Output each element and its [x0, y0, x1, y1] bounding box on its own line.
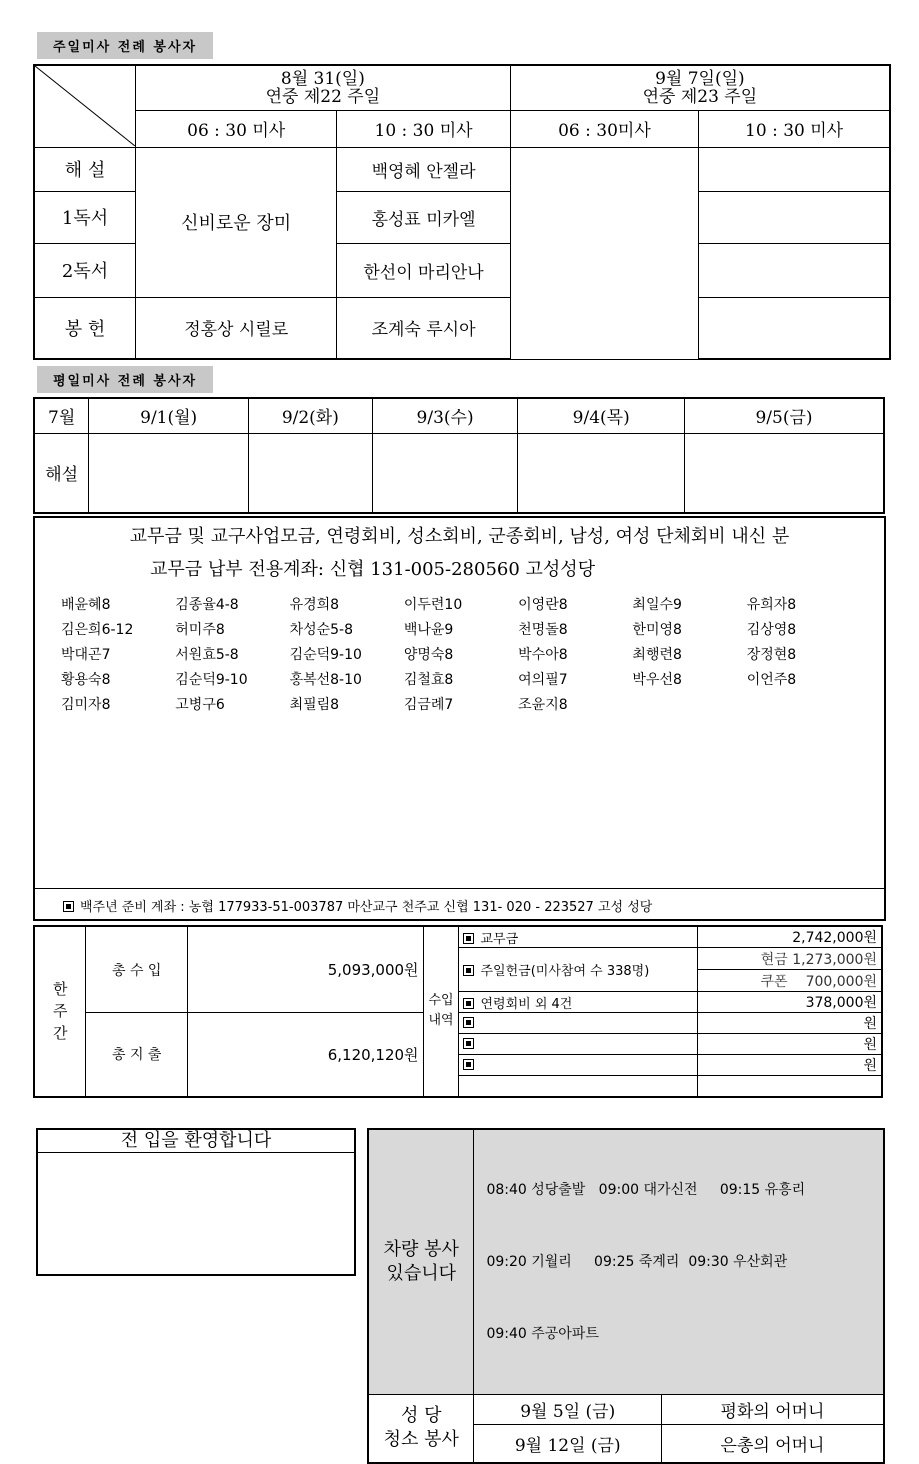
sunday-servers-table: [33, 64, 891, 360]
divider: [35, 888, 884, 889]
income-item-amount: 원: [697, 1034, 882, 1055]
aug31-0630-offering: 정홍상 시릴로: [136, 297, 337, 359]
breakdown-label-line: 수입: [428, 993, 454, 1009]
weekday-cell: [89, 433, 249, 513]
checkbox-icon: [463, 1017, 474, 1028]
aug31-1030-commentary: 백영혜 안젤라: [337, 147, 510, 191]
bus-label-line: 있습니다: [386, 1263, 456, 1284]
donor-name: 여의필7: [518, 672, 568, 688]
total-expense-value: 6,120,120원: [188, 1013, 423, 1097]
service-table: [367, 1128, 885, 1464]
donor-name: 고병구6: [175, 697, 225, 713]
weekday-role-commentary: 해설: [34, 433, 89, 513]
weekday-cell: [248, 433, 372, 513]
total-income-value: 5,093,000원: [188, 926, 423, 1013]
donor-name: 박우선8: [632, 672, 682, 688]
sep7-0630-empty: [510, 147, 698, 359]
income-item-cash: 현금 1,273,000원: [697, 948, 882, 970]
coupon-value: 700,000원: [805, 973, 877, 990]
checkbox-icon: [463, 1059, 474, 1070]
cleaning-date: 9월 12일 (금): [474, 1425, 662, 1463]
donor-name: 박수아8: [518, 647, 568, 663]
cleaning-label: [368, 1395, 474, 1463]
total-income-label: 총 수 입: [86, 926, 188, 1013]
income-item: [459, 992, 697, 1013]
donor-name: 최필림8: [289, 697, 340, 713]
donor-name: 김은희6-12: [61, 622, 134, 638]
centenary-account: 백주년 준비 계좌 : 농협 177933-51-003787 마산교구 천주교 신협 131- 020 - 223527 고성 성당: [80, 900, 653, 915]
weekday-section-label: 평일미사 전례 봉사자: [37, 366, 213, 393]
donor-name: 배윤혜8: [61, 597, 111, 613]
donor-name: 유경희8: [289, 597, 340, 613]
aug31-1030-offering: 조계숙 루시아: [337, 297, 510, 359]
week-label: [34, 926, 86, 1097]
centenary-account-line: [63, 896, 652, 915]
income-item-empty: [697, 1076, 882, 1097]
role-reading2: 2독서: [34, 243, 136, 297]
day-date: 8월 31(일): [280, 68, 365, 89]
weekday-cell: [518, 433, 685, 513]
weekday-day: 9/1(월): [89, 398, 249, 433]
income-item: [459, 1013, 697, 1034]
checkbox-icon: [463, 933, 474, 944]
income-item-coupon: [697, 970, 882, 992]
income-item: [459, 1055, 697, 1076]
total-expense-label: 총 지 출: [86, 1013, 188, 1097]
donor-name: 백나윤9: [403, 622, 454, 638]
mass-time: 10 : 30 미사: [699, 110, 890, 147]
donor-name: 이언주8: [746, 672, 797, 688]
welcome-title: 전 입을 환영합니다: [38, 1130, 354, 1153]
income-item-name: 연령회비 외 4건: [480, 996, 573, 1012]
role-offering: 봉 헌: [34, 297, 136, 359]
weekday-day: 9/3(수): [372, 398, 518, 433]
mass-time: 06 : 30미사: [510, 110, 698, 147]
donor-name: 김순덕9-10: [289, 647, 362, 663]
cleaning-group: 은총의 어머니: [662, 1425, 884, 1463]
cleaning-date: 9월 5일 (금): [474, 1395, 662, 1425]
weekday-cell: [684, 433, 884, 513]
breakdown-label-line: 내역: [428, 1013, 454, 1029]
donor-name: 김순덕9-10: [175, 672, 248, 688]
donor-name: 장정현8: [746, 647, 797, 663]
donor-name: 한미영8: [632, 622, 682, 638]
cleaning-label-line: 성 당: [400, 1405, 442, 1427]
checkbox-icon: [463, 965, 474, 976]
cleaning-group: 평화의 어머니: [662, 1395, 884, 1425]
bus-label: [368, 1129, 474, 1395]
donor-name: 김상영8: [746, 622, 797, 638]
donor-name: 최일수9: [632, 597, 682, 613]
role-reading1: 1독서: [34, 191, 136, 243]
day-name: 연중 제22 주일: [265, 86, 381, 107]
income-item-name: 주일헌금(미사참여 수 338명): [480, 964, 650, 979]
donor-name: 허미주8: [175, 622, 225, 638]
income-item-amount: 2,742,000원: [697, 926, 882, 948]
donor-name: 양명숙8: [403, 647, 454, 663]
donor-name: 천명돌8: [518, 622, 568, 638]
income-item: [459, 948, 697, 992]
sep7-1030-empty: [699, 243, 890, 297]
income-breakdown-label: [423, 926, 459, 1097]
sep7-1030-empty: [699, 147, 890, 191]
diagonal-line: [35, 66, 135, 146]
income-item-name: 교무금: [480, 931, 519, 947]
day-header-sep7: [510, 65, 890, 110]
donor-name: 황용숙8: [61, 672, 111, 688]
checkbox-icon: [463, 1038, 474, 1049]
week-label-char: 주: [52, 1002, 68, 1021]
mass-time: 10 : 30 미사: [337, 110, 510, 147]
sep7-1030-empty: [699, 297, 890, 359]
day-name: 연중 제23 주일: [642, 86, 758, 107]
bus-schedule-line: 08:40 성당출발 09:00 대가신전 09:15 유흥리: [486, 1182, 806, 1198]
income-item: [459, 926, 697, 948]
weekday-month: 7월: [34, 398, 89, 433]
day-header-aug31: [136, 65, 511, 110]
income-item: [459, 1034, 697, 1055]
donor-name: 박대곤7: [61, 647, 111, 663]
mass-time: 06 : 30 미사: [136, 110, 337, 147]
income-item-amount: 원: [697, 1055, 882, 1076]
income-item-empty: [459, 1076, 697, 1097]
coupon-label: 쿠폰: [760, 973, 788, 990]
donations-box: [33, 516, 886, 921]
checkbox-icon: [63, 901, 74, 912]
checkbox-icon: [463, 998, 474, 1009]
role-commentary: 해 설: [34, 147, 136, 191]
sep7-1030-empty: [699, 191, 890, 243]
week-label-char: 한: [52, 980, 68, 999]
donor-name: 이영란8: [518, 597, 568, 613]
donor-name: 유희자8: [746, 597, 797, 613]
welcome-box: [36, 1128, 356, 1276]
donor-name: 김미자8: [61, 697, 111, 713]
cleaning-label-line: 청소 봉사: [383, 1429, 459, 1451]
finance-table: [33, 925, 883, 1098]
day-date: 9월 7일(일): [655, 68, 745, 89]
aug31-1030-reading1: 홍성표 미카엘: [337, 191, 510, 243]
donor-name: 최행련8: [632, 647, 682, 663]
donor-name: 김철효8: [403, 672, 454, 688]
weekday-day: 9/4(목): [518, 398, 685, 433]
donor-name: 서원효5-8: [175, 647, 239, 663]
bus-schedule-line: 09:20 기월리 09:25 죽계리 09:30 우산회관: [486, 1254, 788, 1270]
donor-name: 김종율4-8: [175, 597, 239, 613]
donations-account: 교무금 납부 전용계좌: 신협 131-005-280560 고성성당: [150, 559, 596, 580]
weekday-day: 9/5(금): [684, 398, 884, 433]
donor-name: 홍복선8-10: [289, 672, 362, 688]
donations-title: 교무금 및 교구사업모금, 연령회비, 성소회비, 군종회비, 남성, 여성 단체회비 내신 분: [129, 526, 790, 547]
donor-name: 차성순5-8: [289, 622, 354, 638]
weekday-cell: [372, 433, 518, 513]
bus-schedule: [474, 1129, 884, 1395]
sunday-section-label: 주일미사 전례 봉사자: [37, 32, 213, 59]
donor-name: 이두련10: [403, 597, 463, 613]
income-item-amount: 원: [697, 1013, 882, 1034]
bus-label-line: 차량 봉사: [383, 1239, 459, 1260]
donor-name: 조윤지8: [518, 697, 568, 713]
income-item-amount: 378,000원: [697, 992, 882, 1013]
weekday-day: 9/2(화): [248, 398, 372, 433]
diagonal-header-cell: [34, 65, 136, 147]
aug31-1030-reading2: 한선이 마리안나: [337, 243, 510, 297]
donor-list: [61, 594, 861, 714]
donor-name: 김금례7: [403, 697, 454, 713]
weekday-servers-table: [33, 397, 885, 514]
week-label-char: 간: [52, 1024, 68, 1043]
aug31-0630-readers: 신비로운 장미: [136, 147, 337, 297]
bus-schedule-line: 09:40 주공아파트: [486, 1326, 599, 1342]
